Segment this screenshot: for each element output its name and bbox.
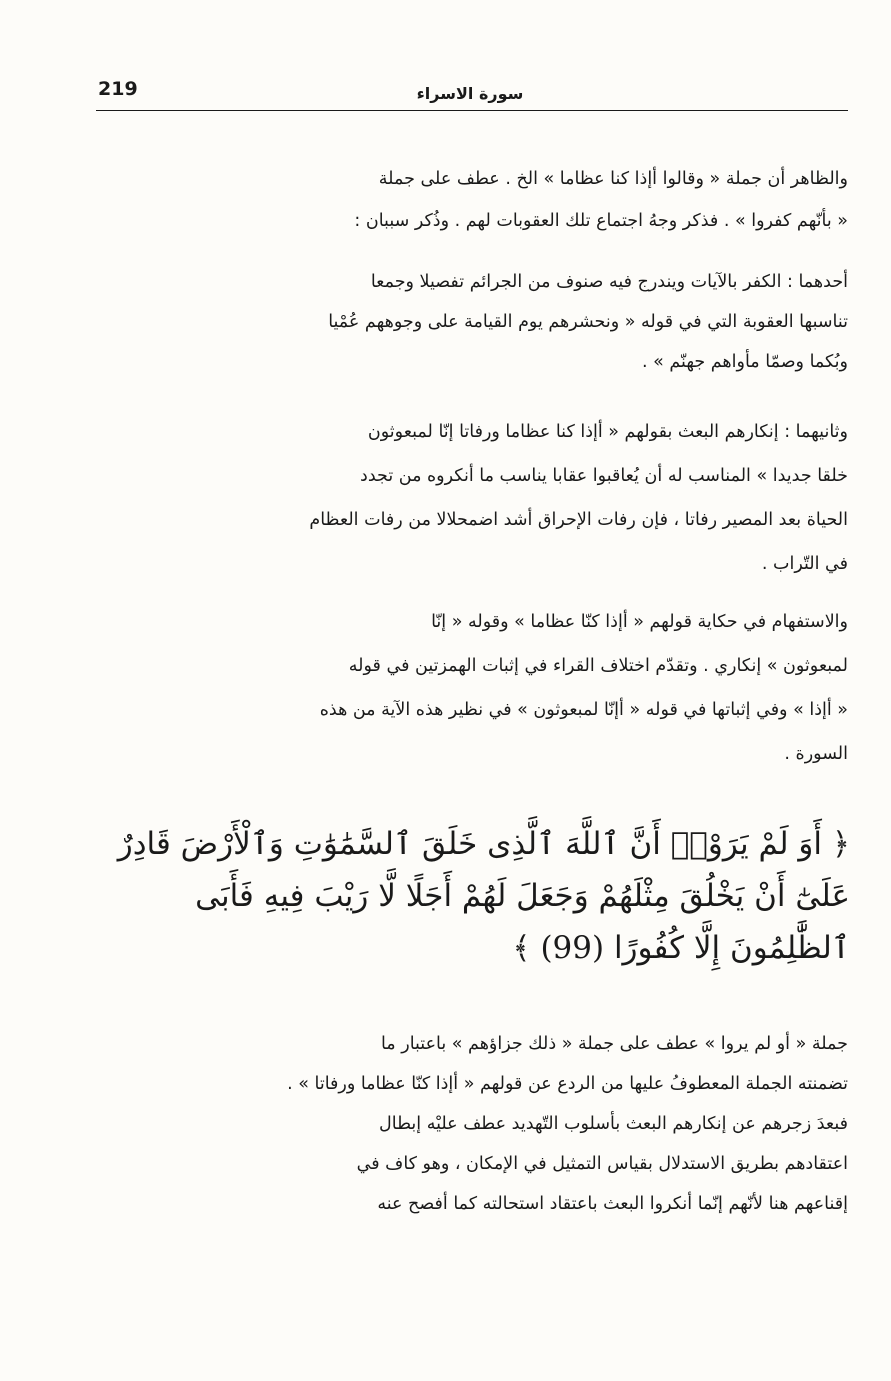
quran-verse: ﴿ أَوَ لَمْ يَرَوْا۟ أَنَّ ٱللَّهَ ٱلَّذِى خَلَقَ ٱلسَّمَٰوَٰتِ وَٱلْأَرْضَ قَادِرٌ عَلَىٰٓ أَنْ يَخْلُقَ مِثْلَهُمْ وَجَعَلَ لَهُمْ أَجَلًا لَّا رَيْبَ فِيهِ فَأَبَى ٱلظَّٰلِمُونَ إِلَّا كُفُورًا (99) ﴾ (117, 826, 850, 966)
running-head-title: سورة الاسراء (416, 84, 524, 103)
paragraph-5: جملة « أو لم يروا » عطف على جملة « ذلك جزاؤهم » باعتبار ما تضمنته الجملة المعطوفُ عليها من الردع عن قولهم « أإذا كنّا عظاما ورفاتا » . فبعدَ زجرهم عن إنكارهم البعث بأسلوب التّهديد عطف عليْه إبطال اعتقادهم بطريق الاستدلال بقياس التمثيل في الإمكان ، وهو كاف في إقناعهم هنا لأنّهم إنّما أنكروا البعث باعتقاد استحالته كما أفصح عنه (287, 1034, 848, 1214)
paragraph-1: والظاهر أن جملة « وقالوا أإذا كنا عظاما » الخ . عطف على جملة « بأنّهم كفروا » . فذكر وجهُ اجتماع تلك العقوبات لهم . وذُكر سببان : (354, 169, 848, 231)
page-number: 219 (98, 78, 138, 100)
paragraph-2: أحدهما : الكفر بالآيات ويندرج فيه صنوف من الجرائم تفصيلا وجمعا تناسبها العقوبة التي في قوله « ونحشرهم يوم القيامة على وجوههم عُمْيا وبُكما وصمّا مأواهم جهنّم » . (328, 272, 848, 372)
paragraph-4: والاستفهام في حكاية قولهم « أإذا كنّا عظاما » وقوله « إنّا لمبعوثون » إنكاري . وتقدّم اختلاف القراء في إثبات الهمزتين في قوله « أإذا » وفي إثباتها في قوله « أإنّا لمبعوثون » في نظير هذه الآية من هذه السورة . (319, 612, 848, 764)
paragraph-3: وثانيهما : إنكارهم البعث بقولهم « أإذا كنا عظاما ورفاتا إنّا لمبعوثون خلقا جديدا » المناسب له أن يُعاقبوا عقابا يناسب ما أنكروه من تجدد الحياة بعد المصير رفاتا ، فإن رفات الإحراق أشد اضمحلالا من رفات العظام في التّراب . (309, 422, 848, 574)
header-rule (96, 110, 848, 111)
